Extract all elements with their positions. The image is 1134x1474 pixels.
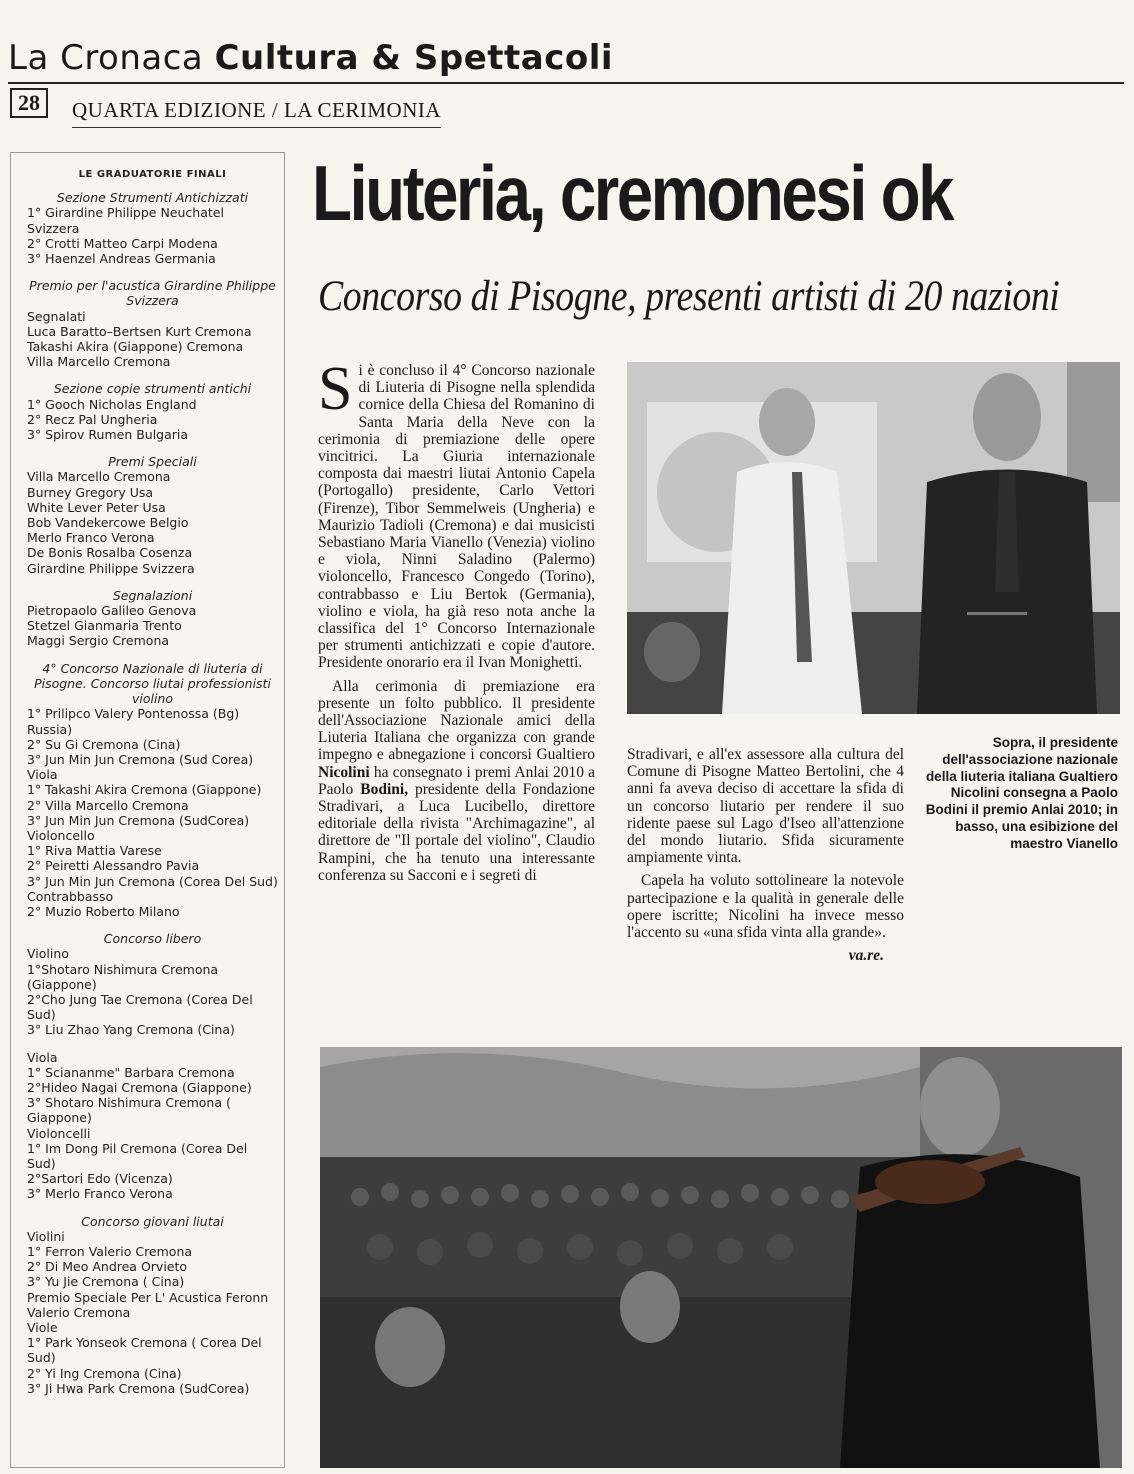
author-signature: va.re. bbox=[848, 947, 884, 965]
photo-caption: Sopra, il presidente dell'associazione nazionale della liuteria italiana Gualtiero Nicolini consegna a Paolo Bodini il premio Anlai 2010; in basso, una esibizione del maestro Vianello bbox=[925, 735, 1118, 851]
ranking-entry: 3° Jun Min Jun Cremona (Corea Del Sud) bbox=[27, 873, 278, 889]
ranking-section bbox=[27, 588, 278, 649]
ranking-entry: 2° Di Meo Andrea Orvieto bbox=[27, 1259, 188, 1275]
article-text: presidente della Fondazione Stradivari, a Luca Lucibello, direttore editoriale della rivista "Archimagazine", al direttore de "Il portale del violino", Claudio Rampini, che ha tenuto una interessante conferenza su Sacconi e i segreti di bbox=[318, 780, 596, 884]
masthead-rule bbox=[8, 82, 1124, 84]
ranking-section bbox=[27, 661, 278, 919]
sidebar-title: LE GRADUATORIE FINALI bbox=[78, 169, 227, 180]
performance-photo bbox=[320, 1047, 1122, 1468]
ranking-entry: 2° Villa Marcello Cremona bbox=[27, 797, 189, 813]
ranking-entry: 3° Spirov Rumen Bulgaria bbox=[27, 427, 189, 443]
dropcap: S bbox=[318, 355, 353, 423]
ranking-entry: Bob Vandekercowe Belgio bbox=[27, 515, 189, 531]
ranking-entry: Maggi Sergio Cremona bbox=[27, 633, 170, 649]
ranking-section-heading: Concorso libero bbox=[103, 931, 202, 947]
ranking-entry: De Bonis Rosalba Cosenza bbox=[27, 545, 193, 561]
ranking-entry: Merlo Franco Verona bbox=[27, 530, 155, 546]
ranking-entry: Violoncello bbox=[27, 827, 95, 843]
ranking-entry: Violoncelli bbox=[27, 1125, 91, 1141]
article-paragraph: Stradivari, e all'ex assessore alla cultura del Comune di Pisogne Matteo Bertolini, che 4 anni fa aveva deciso di accettare la sfida di un concorso liutario per rendere il suo ridente paese sul Lago d'Iseo all'attenzione del mondo liutario. Sfida sicuramente ampiamente vinta. bbox=[627, 746, 904, 867]
ranking-section-heading: Premi Speciali bbox=[108, 454, 197, 470]
ranking-entry: Viole bbox=[27, 1320, 58, 1336]
article-text: ha consegnato i premi Anlai 2010 a Paolo bbox=[318, 763, 595, 798]
headline: Liuteria, cremonesi ok bbox=[312, 149, 953, 237]
ranking-entry: 3° Haenzel Andreas Germania bbox=[27, 251, 216, 267]
article-text: i è concluso il 4° Concorso nazionale di Liuteria di Pisogne nella splendida cornice della Chiesa del Romanino di Santa Maria della Neve con la cerimonia di premiazione delle opere vincitrici. La Giuria internazionale composta dai maestri liutai Antonio Capela (Portogallo) presidente, Carlo Vettori (Firenze), Tibor Semmelweis (Ungheria) e Maurizio Tadioli (Cremona) e dai musicisti Sebastiano Maria Vianello (Venezia) violino e viola, Ninni Saladino (Palermo) violoncello, Francesco Congedo (Torino), contrabbasso e Liu Bertok (Germania), violino e viola, ha già reso nota anche la classifica del 1° Concorso Internazionale per strumenti antichizzati e copie d'autore. Presidente onorario era il Ivan Monighetti. bbox=[318, 362, 595, 672]
ranking-section bbox=[27, 278, 278, 369]
ranking-entry: 3° Shotaro Nishimura Cremona ( Giappone) bbox=[27, 1095, 231, 1126]
subheadline: Concorso di Pisogne, presenti artisti di 20 nazioni bbox=[318, 273, 1060, 320]
masthead-section: Cultura & Spettacoli bbox=[214, 38, 614, 78]
ranking-entry: 2° Yi Ing Cremona (Cina) bbox=[27, 1365, 182, 1381]
ranking-entry: 3° Jun Min Jun Cremona (Sud Corea) bbox=[27, 751, 254, 767]
ranking-entry: Luca Baratto–Bertsen Kurt Cremona bbox=[27, 323, 252, 339]
ranking-section-heading: Sezione copie strumenti antichi bbox=[53, 381, 252, 397]
ranking-section bbox=[27, 190, 278, 266]
ranking-section-heading: Concorso giovani liutai bbox=[81, 1213, 224, 1229]
ranking-entry: Pietropaolo Galileo Genova bbox=[27, 603, 197, 619]
ranking-entry: Takashi Akira (Giappone) Cremona bbox=[27, 339, 244, 355]
ranking-section-heading: Segnalazioni bbox=[112, 587, 193, 603]
article-paragraph bbox=[318, 355, 595, 672]
article-column-2 bbox=[627, 746, 904, 964]
masthead-prefix: La Cronaca bbox=[8, 38, 204, 78]
rankings-sidebar bbox=[10, 152, 285, 1468]
ranking-entry: 2°Hideo Nagai Cremona (Giappone) bbox=[27, 1079, 252, 1095]
ranking-entry: 1° Girardine Philippe Neuchatel Svizzera bbox=[27, 205, 224, 236]
ranking-entry: 1° Takashi Akira Cremona (Giappone) bbox=[27, 782, 262, 798]
ranking-entry: Burney Gregory Usa bbox=[27, 484, 154, 500]
ranking-entry: Segnalati bbox=[27, 308, 86, 324]
ranking-section bbox=[27, 381, 278, 442]
ranking-entry: 3° Merlo Franco Verona bbox=[27, 1186, 173, 1202]
ranking-section bbox=[27, 1050, 278, 1202]
kicker: QUARTA EDIZIONE / LA CERIMONIA bbox=[72, 98, 441, 128]
ranking-entry: 2°Sartori Edo (Vicenza) bbox=[27, 1171, 173, 1187]
ranking-entry: White Lever Peter Usa bbox=[27, 499, 166, 515]
article-column-1 bbox=[318, 355, 596, 884]
article-paragraph: Capela ha voluto sottolineare la notevole partecipazione e la qualità in generale delle opere iscritte; Nicolini ha invece messo l'accento su «una sfida vinta alla grande». bbox=[627, 872, 904, 942]
article-bold-name: Nicolini bbox=[318, 763, 370, 781]
ranking-entry: 1° Park Yonseok Cremona ( Corea Del Sud) bbox=[27, 1335, 262, 1366]
ranking-entry: 3° Jun Min Jun Cremona (SudCorea) bbox=[27, 812, 250, 828]
ranking-entry: 1° Prilipco Valery Pontenossa (Bg) Russia) bbox=[27, 706, 240, 737]
ranking-entry: Premio Speciale Per L' Acustica Feronn Valerio Cremona bbox=[27, 1289, 269, 1320]
ceremony-photo bbox=[627, 362, 1120, 714]
ranking-entry: 3° Liu Zhao Yang Cremona (Cina) bbox=[27, 1022, 235, 1038]
ranking-entry: Violino bbox=[27, 946, 69, 962]
page-number: 28 bbox=[10, 88, 48, 118]
masthead bbox=[8, 38, 613, 78]
ranking-entry: 2° Recz Pal Ungheria bbox=[27, 411, 158, 427]
ranking-entry: Villa Marcello Cremona bbox=[27, 469, 171, 485]
ranking-entry: 2° Su Gi Cremona (Cina) bbox=[27, 736, 181, 752]
ranking-section-heading: Premio per l'acustica Girardine Philippe Svizzera bbox=[29, 278, 276, 309]
ranking-entry: Contrabbasso bbox=[27, 888, 114, 904]
ranking-entry: 1° Riva Mattia Varese bbox=[27, 843, 162, 859]
ranking-entry: Violini bbox=[27, 1228, 65, 1244]
ranking-entry: 1° Sciananme" Barbara Cremona bbox=[27, 1064, 235, 1080]
ranking-entry: Girardine Philippe Svizzera bbox=[27, 560, 195, 576]
ranking-section bbox=[27, 931, 278, 1037]
ranking-entry: 2° Muzio Roberto Milano bbox=[27, 903, 180, 919]
sidebar-sections bbox=[27, 190, 278, 1396]
ranking-entry: Viola bbox=[27, 1049, 58, 1065]
ranking-entry: Villa Marcello Cremona bbox=[27, 354, 171, 370]
article-text: Alla cerimonia di premiazione era presente un folto pubblico. Il presidente dell'Associazione Nazionale amici della Liuteria Italiana che organizza con grande impegno e abnegazione i concorsi Gualtiero bbox=[318, 677, 595, 764]
ranking-entry: 2° Peiretti Alessandro Pavia bbox=[27, 858, 200, 874]
ranking-section-heading: 4° Concorso Nazionale di liuteria di Pisogne. Concorso liutai professionisti violino bbox=[34, 660, 271, 707]
ranking-entry: 1° Gooch Nicholas England bbox=[27, 396, 197, 412]
article-paragraph bbox=[318, 678, 595, 884]
ranking-entry: 3° Yu Jie Cremona ( Cina) bbox=[27, 1274, 185, 1290]
article-bold-name: Bodini, bbox=[360, 780, 409, 798]
ranking-entry: 1° Im Dong Pil Cremona (Corea Del Sud) bbox=[27, 1140, 248, 1171]
ranking-entry: Viola bbox=[27, 767, 58, 783]
ceremony-photo-illustration bbox=[627, 362, 1120, 714]
ranking-section bbox=[27, 454, 278, 576]
performance-photo-illustration bbox=[320, 1047, 1122, 1468]
ranking-entry: Stetzel Gianmaria Trento bbox=[27, 618, 182, 634]
ranking-entry: 1°Shotaro Nishimura Cremona (Giappone) bbox=[27, 961, 219, 992]
ranking-section bbox=[27, 1214, 278, 1396]
ranking-section-heading: Sezione Strumenti Antichizzati bbox=[56, 190, 249, 206]
ranking-entry: 2° Crotti Matteo Carpi Modena bbox=[27, 235, 218, 251]
ranking-entry: 3° Ji Hwa Park Cremona (SudCorea) bbox=[27, 1380, 250, 1396]
ranking-entry: 2°Cho Jung Tae Cremona (Corea Del Sud) bbox=[27, 991, 253, 1023]
ranking-entry: 1° Ferron Valerio Cremona bbox=[27, 1244, 193, 1259]
